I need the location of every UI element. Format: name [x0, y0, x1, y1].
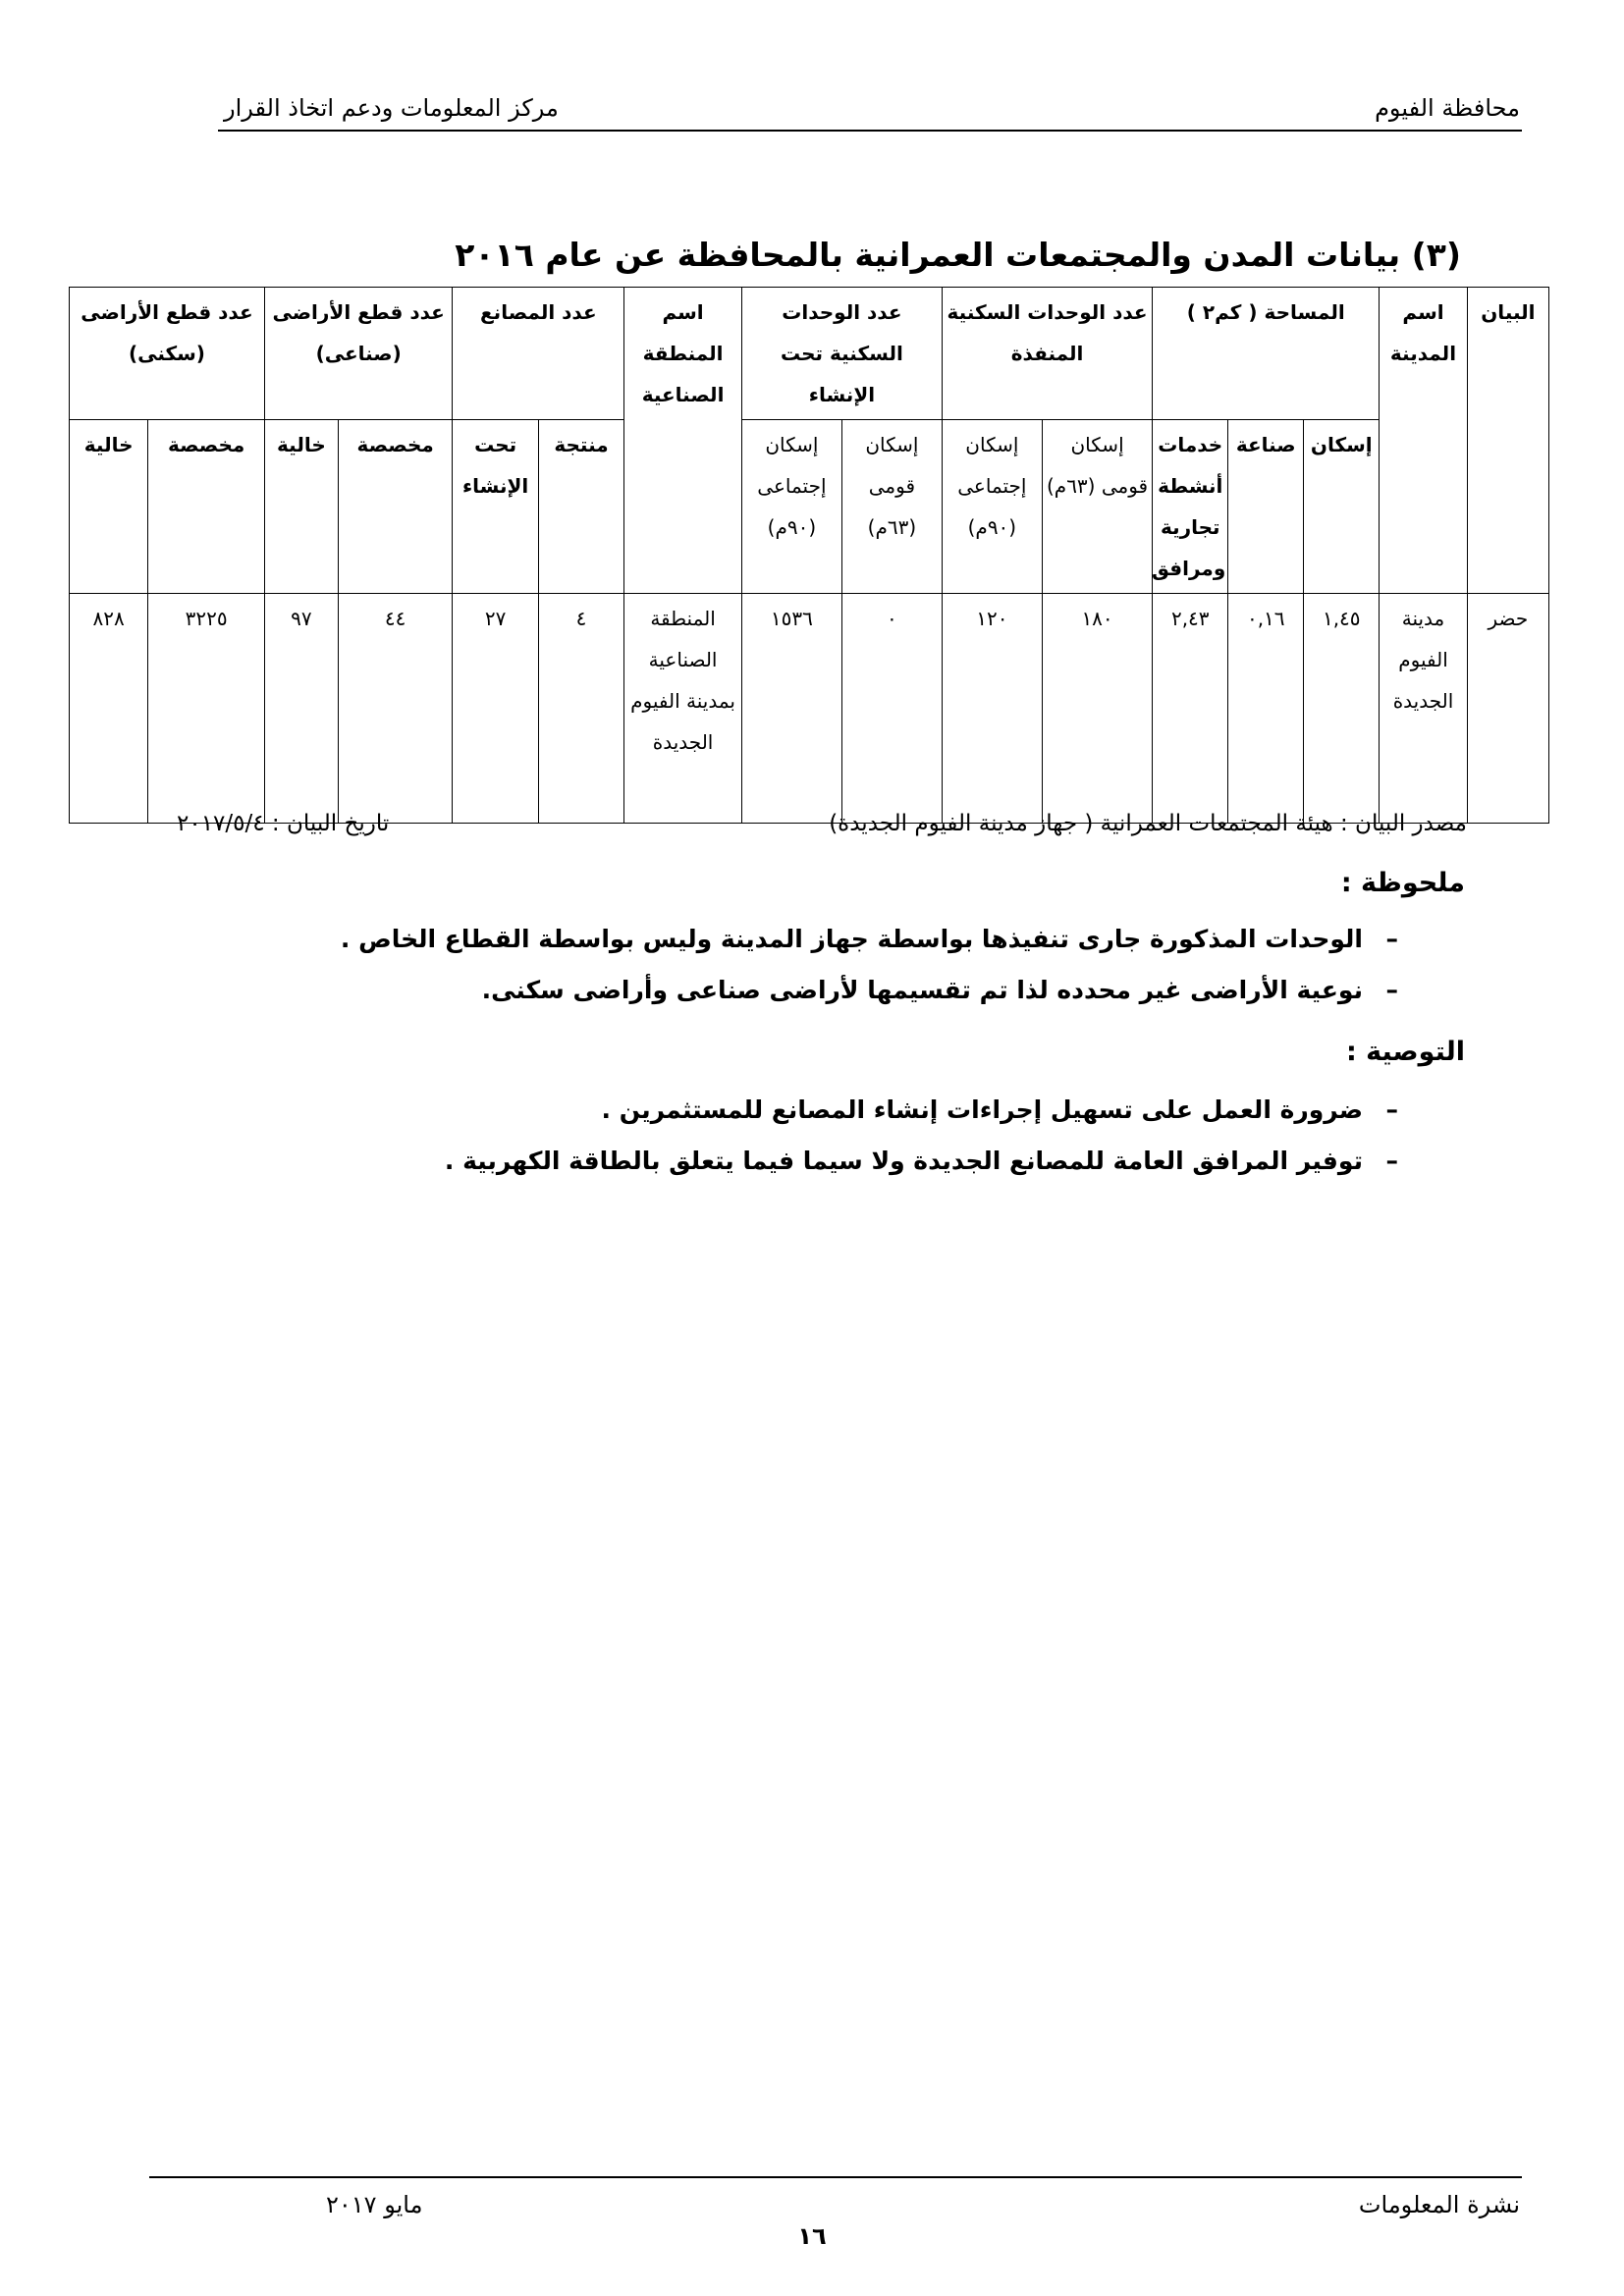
cell-area-housing: ١,٤٥ [1304, 594, 1380, 824]
bullet-dash: – [1385, 1147, 1398, 1175]
header-area-industry: صناعة [1228, 420, 1304, 594]
note-item [340, 925, 1398, 953]
cell-factories-building: ٢٧ [453, 594, 538, 824]
header-area-services: خدمات أنشطة تجارية ومرافق [1153, 420, 1228, 594]
bullet-dash: – [1385, 976, 1398, 1004]
header-residential-vacant: خالية [70, 420, 148, 594]
header-city-name: اسم المدينة [1380, 288, 1468, 594]
header-area-housing: إسكان [1304, 420, 1380, 594]
header-units-done: عدد الوحدات السكنية المنفذة [942, 288, 1152, 420]
cities-table [69, 287, 1549, 824]
data-date: تاريخ البيان : ٢٠١٧/٥/٤ [177, 811, 390, 836]
bullet-dash: – [1385, 1095, 1398, 1124]
header-area: المساحة ( كم٢ ) [1153, 288, 1380, 420]
cell-residential-vacant: ٨٢٨ [70, 594, 148, 824]
header-bayan: البيان [1467, 288, 1548, 594]
footer-publication: نشرة المعلومات [1358, 2191, 1520, 2218]
recommendation-heading: التوصية : [1345, 1037, 1465, 1067]
note-text: نوعية الأراضى غير محدده لذا تم تقسيمها لأراضى صناعى وأراضى سكنى. [481, 976, 1363, 1004]
header-residential-allocated: مخصصة [148, 420, 265, 594]
header-factories: عدد المصانع [453, 288, 624, 420]
data-source: مصدر البيان : هيئة المجتمعات العمرانية ( جهاز مدينة الفيوم الجديدة) [829, 811, 1467, 836]
cell-residential-allocated: ٣٢٢٥ [148, 594, 265, 824]
cell-done-national: ١٨٠ [1042, 594, 1152, 824]
cell-area-industry: ٠,١٦ [1228, 594, 1304, 824]
header-factories-building: تحت الإنشاء [453, 420, 538, 594]
recommendation-item [444, 1147, 1398, 1175]
cell-industrial-vacant: ٩٧ [264, 594, 338, 824]
cell-factories-producing: ٤ [538, 594, 623, 824]
header-units-building: عدد الوحدات السكنية تحت الإنشاء [741, 288, 942, 420]
footer-divider [149, 2176, 1522, 2178]
note-heading: ملحوظة : [1340, 868, 1465, 898]
cell-area-services: ٢,٤٣ [1153, 594, 1228, 824]
recommendation-text: ضرورة العمل على تسهيل إجراءات إنشاء المصانع للمستثمرين . [601, 1095, 1363, 1124]
header-land-industrial: عدد قطع الأراضى (صناعى) [264, 288, 452, 420]
cell-done-social: ١٢٠ [942, 594, 1042, 824]
header-building-national: إسكان قومى (٦٣م) [841, 420, 942, 594]
note-text: الوحدات المذكورة جارى تنفيذها بواسطة جهاز المدينة وليس بواسطة القطاع الخاص . [340, 925, 1363, 953]
header-divider [218, 130, 1522, 132]
header-done-social: إسكان إجتماعى (٩٠م) [942, 420, 1042, 594]
cell-building-national: ٠ [841, 594, 942, 824]
header-land-residential: عدد قطع الأراضى (سكنى) [70, 288, 265, 420]
recommendation-item [601, 1095, 1398, 1124]
cell-building-social: ١٥٣٦ [741, 594, 841, 824]
header-building-social: إسكان إجتماعى (٩٠م) [741, 420, 841, 594]
footer-date: مايو ٢٠١٧ [326, 2191, 423, 2218]
recommendation-text: توفير المرافق العامة للمصانع الجديدة ولا سيما فيما يتعلق بالطاقة الكهربية . [444, 1147, 1363, 1175]
header-center: مركز المعلومات ودعم اتخاذ القرار [224, 94, 559, 122]
header-governorate: محافظة الفيوم [1375, 94, 1520, 122]
bullet-dash: – [1385, 925, 1398, 953]
header-zone-name: اسم المنطقة الصناعية [624, 288, 742, 594]
header-industrial-allocated: مخصصة [338, 420, 453, 594]
cell-industrial-allocated: ٤٤ [338, 594, 453, 824]
page-title: (٣) بيانات المدن والمجتمعات العمرانية بالمحافظة عن عام ٢٠١٦ [455, 236, 1461, 274]
cell-bayan: حضر [1467, 594, 1548, 824]
cell-zone: المنطقة الصناعية بمدينة الفيوم الجديدة [624, 594, 742, 824]
cell-city: مدينة الفيوم الجديدة [1380, 594, 1468, 824]
page-number: ١٦ [797, 2222, 827, 2250]
header-industrial-vacant: خالية [264, 420, 338, 594]
note-item [481, 976, 1398, 1004]
header-factories-producing: منتجة [538, 420, 623, 594]
header-done-national: إسكان قومى (٦٣م) [1042, 420, 1152, 594]
